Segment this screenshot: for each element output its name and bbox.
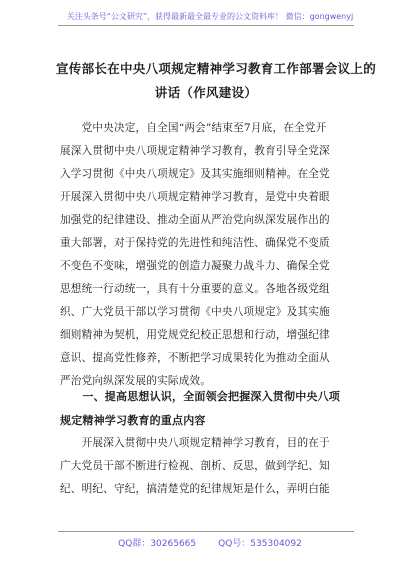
document-title <box>56 57 377 105</box>
footer-note <box>60 536 360 549</box>
paragraph-line: 织、广大党员干部以学习贯彻《中央八项规定》及其实施 <box>60 306 330 318</box>
paragraph-line: 思想统一行动统一，具有十分重要的意义。各地各级党组 <box>60 283 330 295</box>
paragraph-line: 严治党向纵深发展的实际成效。 <box>60 375 212 387</box>
paragraph-line: 展深入贯彻中央八项规定精神学习教育，教育引导全党深 <box>60 145 330 157</box>
section-heading-line-1: 一、提高思想认识，全面领会把握深入贯彻中央八项 <box>60 390 340 403</box>
paragraph-line: 开展深入贯彻中央八项规定精神学习教育，是党中央着眼 <box>60 191 330 203</box>
paragraph-line: 开展深入贯彻中央八项规定精神学习教育，目的在于 <box>60 437 330 449</box>
footer-divider <box>58 531 354 532</box>
paragraph-1 <box>60 117 352 393</box>
paragraph-line: 加强党的纪律建设、推动全面从严治党向纵深发展作出的 <box>60 214 330 226</box>
footer-qq-group: QQ群：30265665 <box>118 539 197 549</box>
paragraph-line: 纪、明纪、守纪，搞清楚党的纪律规矩是什么，弄明白能 <box>60 483 330 495</box>
header-note: 关注头条号“公文研究”，获得最新最全最专业的公文资料库！ 微信：gongwenyj <box>66 12 354 21</box>
paragraph-line: 党中央决定，自全国“两会”结束至7月底，在全党开 <box>60 122 327 134</box>
section-heading-1 <box>60 385 352 433</box>
paragraph-line: 意识、提高党性修养，不断把学习成果转化为推动全面从 <box>60 352 330 364</box>
header-divider <box>58 25 354 26</box>
paragraph-2 <box>60 432 352 501</box>
title-line-1: 宣传部长在中央八项规定精神学习教育工作部署会议上的 <box>56 61 377 76</box>
paragraph-line: 广大党员干部不断进行检视、剖析、反思，做到学纪、知 <box>60 460 330 472</box>
paragraph-line: 不变色不变味，增强党的创造力凝聚力战斗力、确保全党 <box>60 260 330 272</box>
paragraph-line: 入学习贯彻《中央八项规定》及其实施细则精神。在全党 <box>60 168 330 180</box>
title-line-2: 讲话（作风建设） <box>154 85 258 100</box>
footer-qq-number: QQ号：535304092 <box>218 539 302 549</box>
section-heading-line-2: 规定精神学习教育的重点内容 <box>60 414 206 427</box>
paragraph-line: 重大部署，对于保持党的先进性和纯洁性、确保党不变质 <box>60 237 330 249</box>
paragraph-line: 细则精神为契机，用党规党纪校正思想和行动，增强纪律 <box>60 329 330 341</box>
